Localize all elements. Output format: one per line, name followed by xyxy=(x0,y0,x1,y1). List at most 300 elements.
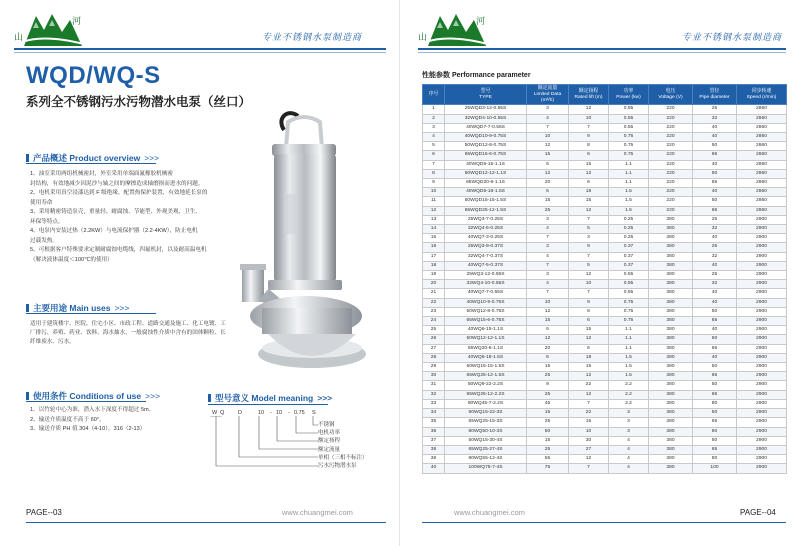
table-cell: 65 xyxy=(693,206,737,215)
table-cell: 25WQ3-9-0.37S xyxy=(445,243,527,252)
table-cell: 25 xyxy=(693,243,737,252)
header-rule-thin xyxy=(418,52,786,53)
table-cell: 2900 xyxy=(737,418,787,427)
table-cell: 2860 xyxy=(737,169,787,178)
model-meaning-leader-lines xyxy=(210,416,320,474)
table-cell: 50 xyxy=(527,427,569,436)
table-cell: 100WQ75-7-4S xyxy=(445,464,527,473)
table-cell: 25 xyxy=(527,418,569,427)
table-cell: 15 xyxy=(569,363,609,372)
table-cell: 8 xyxy=(569,142,609,151)
model-code-part: Q xyxy=(220,410,225,416)
table-cell: 21 xyxy=(423,289,445,298)
table-cell: 65 xyxy=(693,317,737,326)
table-cell: 13 xyxy=(423,215,445,224)
table-header-cell xyxy=(649,85,693,105)
table-row xyxy=(423,188,787,197)
table-cell: 1.5 xyxy=(609,353,649,362)
table-cell: 2860 xyxy=(737,206,787,215)
table-cell: 32 xyxy=(693,114,737,123)
table-cell: 5 xyxy=(569,261,609,270)
table-cell: 65WQ25-15-3S xyxy=(445,418,527,427)
table-cell: 0.75 xyxy=(609,151,649,160)
table-cell: 17 xyxy=(423,252,445,261)
table-cell: 12 xyxy=(527,307,569,316)
table-cell: 0.75 xyxy=(609,133,649,142)
header-rule-thin xyxy=(14,52,386,53)
table-cell: 50 xyxy=(693,169,737,178)
table-title: 性能参数 Performance parameter xyxy=(422,72,531,79)
model-meaning-label: 电机功率 xyxy=(318,430,341,437)
model-code-part: 10 xyxy=(258,410,265,416)
table-cell: 9 xyxy=(569,298,609,307)
table-cell: 45 xyxy=(527,399,569,408)
table-cell: 65WQ15-6-0.75S xyxy=(445,317,527,326)
table-cell: 2860 xyxy=(737,105,787,114)
model-meaning-rule xyxy=(208,404,328,405)
table-cell: 9 xyxy=(569,243,609,252)
table-cell: 9 xyxy=(527,381,569,390)
table-cell: 2.2 xyxy=(609,381,649,390)
table-cell: 7 xyxy=(527,234,569,243)
model-code-part: 10 xyxy=(276,410,283,416)
table-header-row xyxy=(423,85,787,105)
table-cell: 1.1 xyxy=(609,344,649,353)
table-cell: 6 xyxy=(527,188,569,197)
table-cell: 25 xyxy=(693,271,737,280)
table-cell: 50 xyxy=(693,197,737,206)
table-cell: 380 xyxy=(649,390,693,399)
list-item: 4、电泵内安装过热（2.2KW）与电流保护器（2.2-4KW），防止电机 xyxy=(30,228,198,234)
table-cell: 2900 xyxy=(737,215,787,224)
table-cell: 65 xyxy=(693,151,737,160)
table-cell: 36 xyxy=(423,427,445,436)
table-cell: 2900 xyxy=(737,289,787,298)
table-cell: 50WQD12-12-1.1S xyxy=(445,169,527,178)
table-cell: 4 xyxy=(527,280,569,289)
brand-slogan: 专业不锈钢水泵制造商 xyxy=(262,33,363,43)
table-cell: 65 xyxy=(693,390,737,399)
table-cell: 50WQ15-30-4S xyxy=(445,436,527,445)
table-cell: 32WQD4-10-0.55S xyxy=(445,114,527,123)
table-cell: 40WQD7-7-0.55S xyxy=(445,123,527,132)
header-cn: 型号 xyxy=(480,88,491,94)
header-cn: 额定扬程 xyxy=(578,88,599,94)
table-cell: 32 xyxy=(693,252,737,261)
list-item: 3、采用精密铸造泵壳，重量轻、耐腐蚀、节能型、外观美观、卫生、 xyxy=(30,209,201,215)
table-cell: 10 xyxy=(527,298,569,307)
table-cell: 2900 xyxy=(737,399,787,408)
table-cell: 65WQ25-27-4S xyxy=(445,445,527,454)
table-cell: 9 xyxy=(569,133,609,142)
company-logo xyxy=(418,8,492,48)
uses-heading-text: 主要用途 Main uses xyxy=(33,303,111,313)
table-cell: 40 xyxy=(693,353,737,362)
table-row xyxy=(423,215,787,224)
table-cell: 12 xyxy=(569,335,609,344)
footer-rule-right xyxy=(422,522,786,523)
header-rule xyxy=(418,48,786,50)
table-cell: 20 xyxy=(423,280,445,289)
table-row xyxy=(423,455,787,464)
table-cell: 380 xyxy=(649,381,693,390)
logo-char-right: 河 xyxy=(476,17,486,27)
table-cell: 27 xyxy=(423,344,445,353)
table-cell: 2900 xyxy=(737,317,787,326)
table-cell: 50 xyxy=(693,363,737,372)
table-cell: 5 xyxy=(569,225,609,234)
table-cell: 2900 xyxy=(737,252,787,261)
header-en: Power (kw) xyxy=(616,94,641,100)
table-row xyxy=(423,123,787,132)
table-cell: 0.37 xyxy=(609,261,649,270)
table-cell: 65 xyxy=(693,372,737,381)
table-cell: 40WQ6-18-1.5S xyxy=(445,353,527,362)
table-cell: 25 xyxy=(527,206,569,215)
table-cell: 27 xyxy=(569,445,609,454)
table-cell: 3 xyxy=(609,418,649,427)
table-cell: 7 xyxy=(527,261,569,270)
table-row xyxy=(423,114,787,123)
table-cell: 380 xyxy=(649,353,693,362)
table-cell: 8 xyxy=(423,169,445,178)
logo-char-left: 山 xyxy=(418,33,428,43)
table-cell: 80WQ55-12-4S xyxy=(445,455,527,464)
table-cell: 40 xyxy=(693,326,737,335)
footer-url-left[interactable]: www.chuangmei.com xyxy=(282,508,353,517)
table-cell: 40 xyxy=(693,234,737,243)
table-cell: 0.37 xyxy=(609,243,649,252)
footer-url-right[interactable]: www.chuangmei.com xyxy=(454,508,525,517)
table-cell: 65WQD15-6-0.75S xyxy=(445,151,527,160)
table-cell: 380 xyxy=(649,298,693,307)
brand-slogan: 专业不锈钢水泵制造商 xyxy=(682,33,783,43)
table-cell: 50 xyxy=(693,307,737,316)
table-cell: 0.25 xyxy=(609,234,649,243)
table-cell: 65WQD20-6-1.1S xyxy=(445,179,527,188)
table-cell: 2900 xyxy=(737,280,787,289)
table-cell: 2900 xyxy=(737,344,787,353)
table-cell: 2860 xyxy=(737,160,787,169)
table-row xyxy=(423,427,787,436)
table-cell: 1.5 xyxy=(609,372,649,381)
table-cell: 1 xyxy=(423,105,445,114)
table-cell: 65WQ20-6-1.1S xyxy=(445,344,527,353)
table-cell: 23 xyxy=(423,307,445,316)
table-cell: 40WQ6-15-1.1S xyxy=(445,326,527,335)
overview-list xyxy=(30,170,230,265)
header-en: TYPE xyxy=(479,94,492,100)
table-cell: 32 xyxy=(693,225,737,234)
table-cell: 32WQ4-7-0.37S xyxy=(445,252,527,261)
table-cell: 4 xyxy=(609,464,649,473)
table-cell: 80 xyxy=(693,427,737,436)
table-cell: 31 xyxy=(423,381,445,390)
table-cell: 380 xyxy=(649,409,693,418)
conditions-rule xyxy=(26,401,146,402)
table-cell: 40 xyxy=(693,188,737,197)
table-cell: 25 xyxy=(527,372,569,381)
table-cell: 2860 xyxy=(737,142,787,151)
table-header-cell xyxy=(569,85,609,105)
table-header-cell xyxy=(737,85,787,105)
table-cell: 380 xyxy=(649,225,693,234)
table-cell: 380 xyxy=(649,252,693,261)
table-cell: 32 xyxy=(693,280,737,289)
table-row xyxy=(423,363,787,372)
header-cn: 电压 xyxy=(665,88,676,94)
table-cell: 34 xyxy=(423,409,445,418)
table-cell: 37 xyxy=(423,436,445,445)
table-row xyxy=(423,409,787,418)
heading-bar-icon xyxy=(26,154,29,162)
table-row xyxy=(423,298,787,307)
table-cell: 1.1 xyxy=(609,335,649,344)
table-cell: 2900 xyxy=(737,409,787,418)
table-cell: 7 xyxy=(569,252,609,261)
header-en: Rated lift (m) xyxy=(574,94,603,100)
header-rule xyxy=(14,48,386,50)
header-cn: 管径 xyxy=(709,88,720,94)
table-cell: 220 xyxy=(649,206,693,215)
table-cell: 15 xyxy=(527,409,569,418)
table-cell: 7 xyxy=(569,399,609,408)
table-cell: 15 xyxy=(527,197,569,206)
table-row xyxy=(423,142,787,151)
page-number-right: PAGE--04 xyxy=(740,508,776,517)
table-cell: 3 xyxy=(423,123,445,132)
table-cell: 2900 xyxy=(737,427,787,436)
uses-rule xyxy=(26,313,156,314)
table-cell: 7 xyxy=(569,215,609,224)
table-cell: 380 xyxy=(649,418,693,427)
table-row xyxy=(423,372,787,381)
table-cell: 12 xyxy=(569,372,609,381)
table-row xyxy=(423,271,787,280)
table-cell: 15 xyxy=(569,160,609,169)
list-item: 2、电机采用真空浸漆达到 F 级绝缘，配置热保护装置，有效地延长泵的 xyxy=(30,190,208,196)
table-cell: 40WQD10-9-0.75S xyxy=(445,133,527,142)
table-row xyxy=(423,225,787,234)
table-cell: 0.75 xyxy=(609,298,649,307)
table-row xyxy=(423,160,787,169)
table-cell: 0.55 xyxy=(609,114,649,123)
table-cell: 1.5 xyxy=(609,197,649,206)
table-cell: 1.5 xyxy=(609,363,649,372)
table-header-cell xyxy=(527,85,569,105)
table-row xyxy=(423,133,787,142)
table-cell: 380 xyxy=(649,445,693,454)
table-cell: 18 xyxy=(423,261,445,270)
table-cell: 80 xyxy=(693,455,737,464)
table-cell: 4 xyxy=(609,445,649,454)
table-cell: 2900 xyxy=(737,298,787,307)
table-row xyxy=(423,317,787,326)
table-cell: 4 xyxy=(527,114,569,123)
table-cell: 50 xyxy=(693,409,737,418)
table-cell: 0.37 xyxy=(609,252,649,261)
table-cell: 0.55 xyxy=(609,105,649,114)
table-cell: 25 xyxy=(693,105,737,114)
table-cell: 2900 xyxy=(737,243,787,252)
table-cell: 7 xyxy=(527,289,569,298)
table-cell: 15 xyxy=(569,197,609,206)
table-cell: 380 xyxy=(649,455,693,464)
table-cell: 2900 xyxy=(737,307,787,316)
table-cell: 32WQ4-5-0.25S xyxy=(445,225,527,234)
table-cell: 50WQ12-12-1.1S xyxy=(445,335,527,344)
overview-heading-text: 产品概述 Product overview xyxy=(33,153,141,163)
table-cell: 20 xyxy=(527,179,569,188)
table-cell: 65WQ25-12-1.5S xyxy=(445,372,527,381)
model-meaning-label: 额定流量 xyxy=(318,446,341,453)
table-row xyxy=(423,436,787,445)
table-cell: 3 xyxy=(609,409,649,418)
table-cell: 2900 xyxy=(737,326,787,335)
table-cell: 7 xyxy=(569,289,609,298)
table-cell: 2860 xyxy=(737,114,787,123)
table-cell: 25WQD3-12-0.55S xyxy=(445,105,527,114)
table-cell: 65 xyxy=(693,179,737,188)
table-cell: 80WQ50-10-3S xyxy=(445,427,527,436)
table-cell: 2900 xyxy=(737,464,787,473)
table-cell: 50 xyxy=(693,335,737,344)
header-en: Voltage (V) xyxy=(658,94,683,100)
table-cell: 4 xyxy=(527,225,569,234)
logo-char-left: 山 xyxy=(14,33,24,43)
list-item: 1、油室采用两组机械密封，外室采用单端面氟橡胶机械密 xyxy=(30,171,173,177)
table-cell: 65WQ25-12-2.2S xyxy=(445,390,527,399)
table-cell: 40WQ7-5-0.37S xyxy=(445,261,527,270)
table-cell: 220 xyxy=(649,188,693,197)
table-cell: 220 xyxy=(649,142,693,151)
table-cell: 26 xyxy=(423,335,445,344)
chevrons-icon: >>> xyxy=(317,393,333,403)
table-cell: 2900 xyxy=(737,271,787,280)
table-cell: 25 xyxy=(423,326,445,335)
list-item: 2、输送介质温度不高于 60°。 xyxy=(30,416,105,423)
table-cell: 25WQ3-12-0.55S xyxy=(445,271,527,280)
table-cell: 2900 xyxy=(737,363,787,372)
table-cell: 380 xyxy=(649,307,693,316)
table-cell: 80 xyxy=(693,399,737,408)
table-cell: 380 xyxy=(649,427,693,436)
table-cell: 22 xyxy=(569,409,609,418)
model-subtitle: 系列全不锈钢污水污物潜水电泵（丝口） xyxy=(26,95,252,109)
table-cell: 380 xyxy=(649,215,693,224)
table-cell: 6 xyxy=(423,151,445,160)
table-cell: 2.2 xyxy=(609,390,649,399)
model-meaning-labels xyxy=(318,421,368,470)
table-cell: 40 xyxy=(693,123,737,132)
table-cell: 40WQ7-3-0.25S xyxy=(445,234,527,243)
table-cell: 4 xyxy=(527,252,569,261)
table-cell: 3 xyxy=(569,234,609,243)
table-cell: 30 xyxy=(423,372,445,381)
table-cell: 220 xyxy=(649,197,693,206)
table-cell: 2900 xyxy=(737,445,787,454)
list-item: 环保等特点。 xyxy=(30,218,64,225)
table-cell: 39 xyxy=(423,455,445,464)
table-cell: 0.55 xyxy=(609,271,649,280)
table-cell: 40 xyxy=(693,133,737,142)
table-cell: 3 xyxy=(609,427,649,436)
table-cell: 380 xyxy=(649,335,693,344)
table-row xyxy=(423,105,787,114)
table-cell: 55 xyxy=(527,455,569,464)
table-cell: 15 xyxy=(527,363,569,372)
table-cell: 2900 xyxy=(737,353,787,362)
table-cell: 10 xyxy=(569,280,609,289)
table-cell: 10 xyxy=(569,427,609,436)
table-cell: 40 xyxy=(693,160,737,169)
table-cell: 1.5 xyxy=(609,206,649,215)
table-cell: 25 xyxy=(527,390,569,399)
model-title: WQD/WQ-S xyxy=(26,62,161,89)
table-cell: 75 xyxy=(527,464,569,473)
table-cell: 6 xyxy=(527,353,569,362)
table-row xyxy=(423,261,787,270)
table-cell: 12 xyxy=(569,105,609,114)
table-cell: 20 xyxy=(527,344,569,353)
table-cell: 0.55 xyxy=(609,289,649,298)
table-cell: 6 xyxy=(527,326,569,335)
table-cell: 220 xyxy=(649,114,693,123)
table-cell: 0.75 xyxy=(609,317,649,326)
table-cell: 6 xyxy=(569,151,609,160)
table-cell: 12 xyxy=(527,142,569,151)
chevrons-icon: >>> xyxy=(145,391,161,401)
table-cell: 380 xyxy=(649,261,693,270)
footer-rule-left xyxy=(26,522,386,523)
table-cell: 25WQ3-7-0.25S xyxy=(445,215,527,224)
table-cell: 18 xyxy=(569,188,609,197)
table-cell: 7 xyxy=(423,160,445,169)
table-cell: 4 xyxy=(423,133,445,142)
overview-rule xyxy=(26,163,156,164)
table-cell: 35 xyxy=(423,418,445,427)
header-cn: 额定流量 xyxy=(537,86,558,91)
table-cell: 7 xyxy=(569,123,609,132)
table-cell: 220 xyxy=(649,123,693,132)
table-cell: 2900 xyxy=(737,234,787,243)
table-cell: 32WQ4-10-0.55S xyxy=(445,280,527,289)
table-cell: 0.25 xyxy=(609,225,649,234)
table-cell: 12 xyxy=(569,390,609,399)
table-row xyxy=(423,399,787,408)
table-cell: 2900 xyxy=(737,390,787,399)
list-item: 封结构，有效地减少因泥沙与轴之间的摩擦造成轴磨损而进水的问题。 xyxy=(30,180,204,187)
table-cell: 380 xyxy=(649,399,693,408)
model-code-part: - xyxy=(270,410,272,416)
table-cell: 14 xyxy=(423,225,445,234)
table-cell: 10 xyxy=(527,133,569,142)
table-cell: 2860 xyxy=(737,179,787,188)
table-cell: 30 xyxy=(569,436,609,445)
table-row xyxy=(423,206,787,215)
table-cell: 7 xyxy=(569,464,609,473)
table-row xyxy=(423,307,787,316)
table-cell: 9 xyxy=(423,179,445,188)
table-cell: 2900 xyxy=(737,455,787,464)
table-row xyxy=(423,344,787,353)
table-cell: 15 xyxy=(569,418,609,427)
heading-bar-icon xyxy=(26,392,29,400)
table-cell: 40WQD6-15-1.1S xyxy=(445,160,527,169)
table-cell: 12 xyxy=(569,271,609,280)
performance-table xyxy=(422,84,787,474)
table-cell: 12 xyxy=(527,335,569,344)
